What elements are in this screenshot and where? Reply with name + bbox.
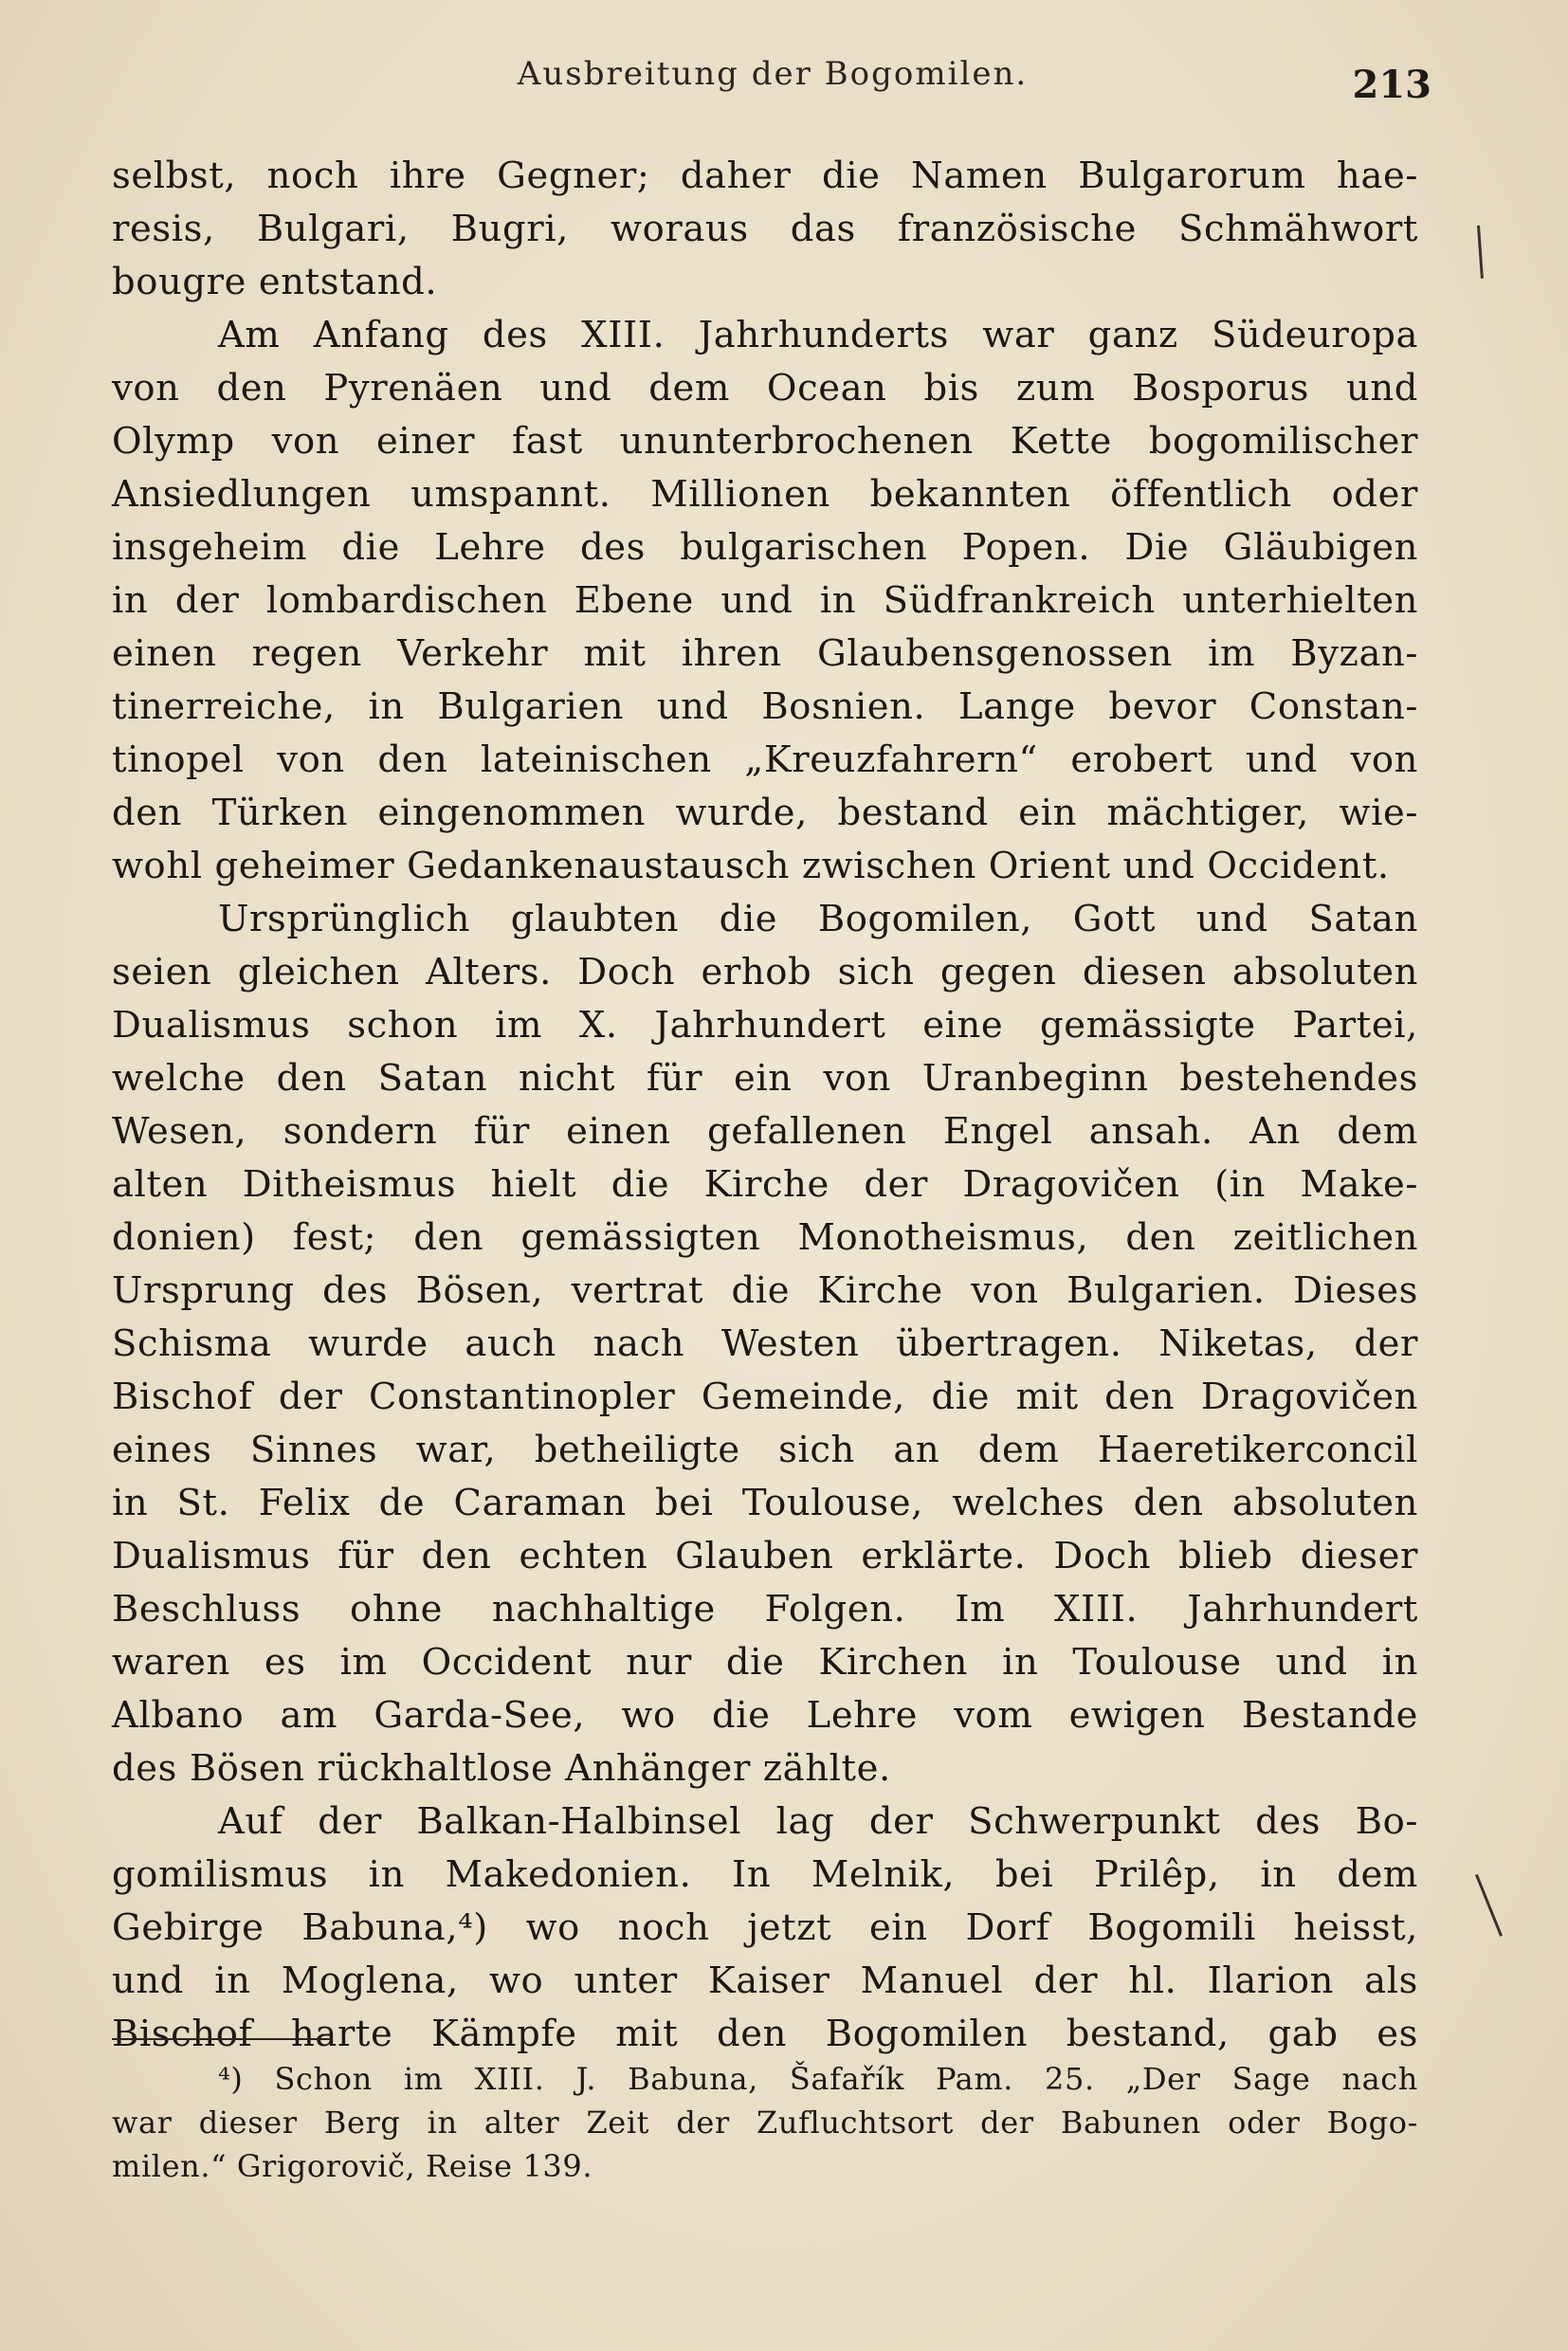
text-line: Beschluss ohne nachhaltige Folgen. Im XIII. Jahrhundert xyxy=(112,1588,1418,1631)
text-line: Ansiedlungen umspannt. Millionen bekannten öffentlich oder xyxy=(112,473,1418,516)
text-line: resis, Bulgari, Bugri, woraus das französische Schmähwort xyxy=(112,208,1418,250)
text-line: Ursprünglich glaubten die Bogomilen, Gott und Satan xyxy=(218,898,1418,940)
text-line: Wesen, sondern für einen gefallenen Engel ansah. An dem xyxy=(112,1110,1418,1153)
text-line: in St. Felix de Caraman bei Toulouse, welches den absoluten xyxy=(112,1482,1418,1524)
text-line: alten Ditheismus hielt die Kirche der Dragovičen (in Make- xyxy=(112,1163,1418,1206)
text-line: insgeheim die Lehre des bulgarischen Popen. Die Gläubigen xyxy=(112,526,1418,569)
text-line: Gebirge Babuna,⁴) wo noch jetzt ein Dorf Bogomili heisst, xyxy=(112,1906,1418,1949)
text-line: donien) fest; den gemässigten Monotheismus, den zeitlichen xyxy=(112,1216,1418,1259)
page-number: 213 xyxy=(1352,63,1431,107)
text-line: Dualismus schon im X. Jahrhundert eine gemässigte Partei, xyxy=(112,1004,1418,1047)
footnote-line: milen.“ Grigorovič, Reise 139. xyxy=(112,2148,593,2184)
text-line: Olymp von einer fast ununterbrochenen Kette bogomilischer xyxy=(112,420,1418,463)
margin-pencil-mark xyxy=(1475,1874,1503,1937)
text-line: tinerreiche, in Bulgarien und Bosnien. Lange bevor Constan- xyxy=(112,685,1418,728)
text-line: gomilismus in Makedonien. In Melnik, bei Prilêp, in dem xyxy=(112,1853,1418,1896)
text-line: in der lombardischen Ebene und in Südfrankreich unterhielten xyxy=(112,579,1418,622)
page-header xyxy=(114,55,1431,112)
text-line: Ursprung des Bösen, vertrat die Kirche von Bulgarien. Dieses xyxy=(112,1269,1418,1312)
text-line: waren es im Occident nur die Kirchen in Toulouse und in xyxy=(112,1641,1418,1684)
text-line: und in Moglena, wo unter Kaiser Manuel der hl. Ilarion als xyxy=(112,1959,1418,2002)
text-line: Dualismus für den echten Glauben erklärte. Doch blieb dieser xyxy=(112,1535,1418,1577)
text-line: einen regen Verkehr mit ihren Glaubensgenossen im Byzan- xyxy=(112,632,1418,675)
text-line: den Türken eingenommen wurde, bestand ein mächtiger, wie- xyxy=(112,792,1418,834)
text-line: seien gleichen Alters. Doch erhob sich gegen diesen absoluten xyxy=(112,951,1418,993)
text-line: tinopel von den lateinischen „Kreuzfahrern“ erobert und von xyxy=(112,738,1418,781)
text-line: Bischof harte Kämpfe mit den Bogomilen bestand, gab es xyxy=(112,2013,1418,2055)
footnotes xyxy=(112,2057,1418,2188)
running-head: Ausbreitung der Bogomilen. xyxy=(517,55,1029,93)
text-line: Bischof der Constantinopler Gemeinde, die mit den Dragovičen xyxy=(112,1376,1418,1418)
text-line: von den Pyrenäen und dem Ocean bis zum Bosporus und xyxy=(112,367,1418,410)
footnote-rule xyxy=(112,2038,332,2040)
text-line: Schisma wurde auch nach Westen übertragen. Niketas, der xyxy=(112,1322,1418,1365)
main-text xyxy=(112,150,1418,2061)
footnote-line: ⁴) Schon im XIII. J. Babuna, Šafařík Pam. 25. „Der Sage nach xyxy=(218,2061,1418,2097)
text-line: eines Sinnes war, betheiligte sich an dem Haeretikerconcil xyxy=(112,1429,1418,1471)
footnote-line: war dieser Berg in alter Zeit der Zufluchtsort der Babunen oder Bogo- xyxy=(112,2105,1418,2141)
text-line: Auf der Balkan-Halbinsel lag der Schwerpunkt des Bo- xyxy=(218,1800,1418,1843)
text-line: des Bösen rückhaltlose Anhänger zählte. xyxy=(112,1747,891,1790)
margin-pencil-mark xyxy=(1477,226,1484,279)
text-line: bougre entstand. xyxy=(112,261,438,303)
text-line: selbst, noch ihre Gegner; daher die Namen Bulgarorum hae- xyxy=(112,155,1418,197)
text-line: Albano am Garda-See, wo die Lehre vom ewigen Bestande xyxy=(112,1694,1418,1737)
text-line: wohl geheimer Gedankenaustausch zwischen Orient und Occident. xyxy=(112,845,1390,887)
text-line: Am Anfang des XIII. Jahrhunderts war ganz Südeuropa xyxy=(218,314,1418,356)
text-line: welche den Satan nicht für ein von Uranbeginn bestehendes xyxy=(112,1057,1418,1100)
